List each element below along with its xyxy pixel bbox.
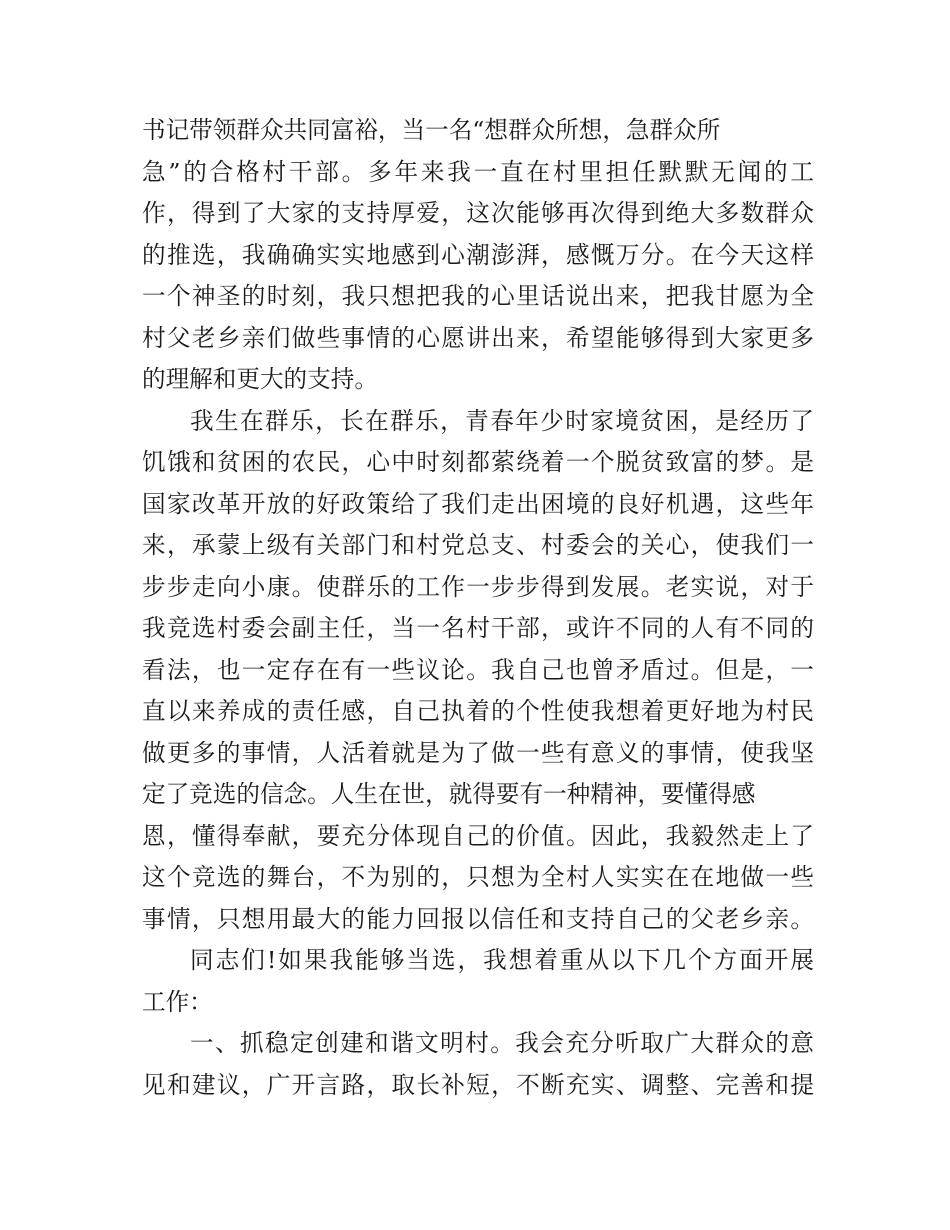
document-page — [142, 110, 814, 1106]
document-text-line: 事情，只想用最大的能力回报以信任和支持自己的父老乡亲。 — [142, 904, 814, 933]
document-text-line: 村父老乡亲们做些事情的心愿讲出来，希望能够得到大家更多 — [142, 323, 814, 352]
document-text-line: 作，得到了大家的支持厚爱，这次能够再次得到绝大多数群众 — [142, 199, 814, 227]
document-text-line: 定了竞选的信念。人生在世，就得要有一种精神，要懂得感 — [142, 780, 756, 808]
document-text-line: 一、抓稳定创建和谐文明村。我会充分听取广大群众的意 — [190, 1029, 814, 1057]
document-text-line: 步步走向小康。使群乐的工作一步步得到发展。老实说，对于 — [142, 572, 814, 601]
document-text-line: 来，承蒙上级有关部门和村党总支、村委会的关心，使我们一 — [142, 531, 814, 559]
document-text-line: 同志们!如果我能够当选，我想着重从以下几个方面开展 — [190, 946, 814, 974]
document-text-line: 饥饿和贫困的农民，心中时刻都萦绕着一个脱贫致富的梦。是 — [142, 448, 814, 476]
document-text-line: 见和建议，广开言路，取长补短，不断充实、调整、完善和提 — [142, 1070, 814, 1099]
document-text-line: 我生在群乐，长在群乐，青春年少时家境贫困，是经历了 — [190, 406, 814, 435]
document-text-line: 国家改革开放的好政策给了我们走出困境的良好机遇，这些年 — [142, 489, 814, 518]
document-text-line: 恩，懂得奉献，要充分体现自己的价值。因此，我毅然走上了 — [142, 821, 814, 850]
document-text-line: 我竞选村委会副主任，当一名村干部，或许不同的人有不同的 — [142, 614, 814, 642]
document-text-line: 一个神圣的时刻，我只想把我的心里话说出来，把我甘愿为全 — [142, 282, 814, 310]
document-body — [142, 110, 814, 1106]
document-text-line: 看法，也一定存在有一些议论。我自己也曾矛盾过。但是，一 — [142, 655, 814, 684]
document-text-line: 直以来养成的责任感，自己执着的个性使我想着更好地为村民 — [142, 697, 814, 725]
document-text-line: 这个竞选的舞台，不为别的，只想为全村人实实在在地做一些 — [142, 863, 814, 891]
document-text-line: 工作： — [142, 987, 213, 1016]
document-text-line: 书记带领群众共同富裕，当一名“想群众所想，急群众所 — [142, 116, 721, 144]
document-text-line: 的理解和更大的支持。 — [142, 365, 378, 393]
document-text-line: 做更多的事情，人活着就是为了做一些有意义的事情，使我坚 — [142, 738, 814, 767]
document-text-line: 急”的合格村干部。多年来我一直在村里担任默默无闻的工 — [142, 157, 814, 186]
document-text-line: 的推选，我确确实实地感到心潮澎湃，感慨万分。在今天这样 — [142, 240, 814, 269]
